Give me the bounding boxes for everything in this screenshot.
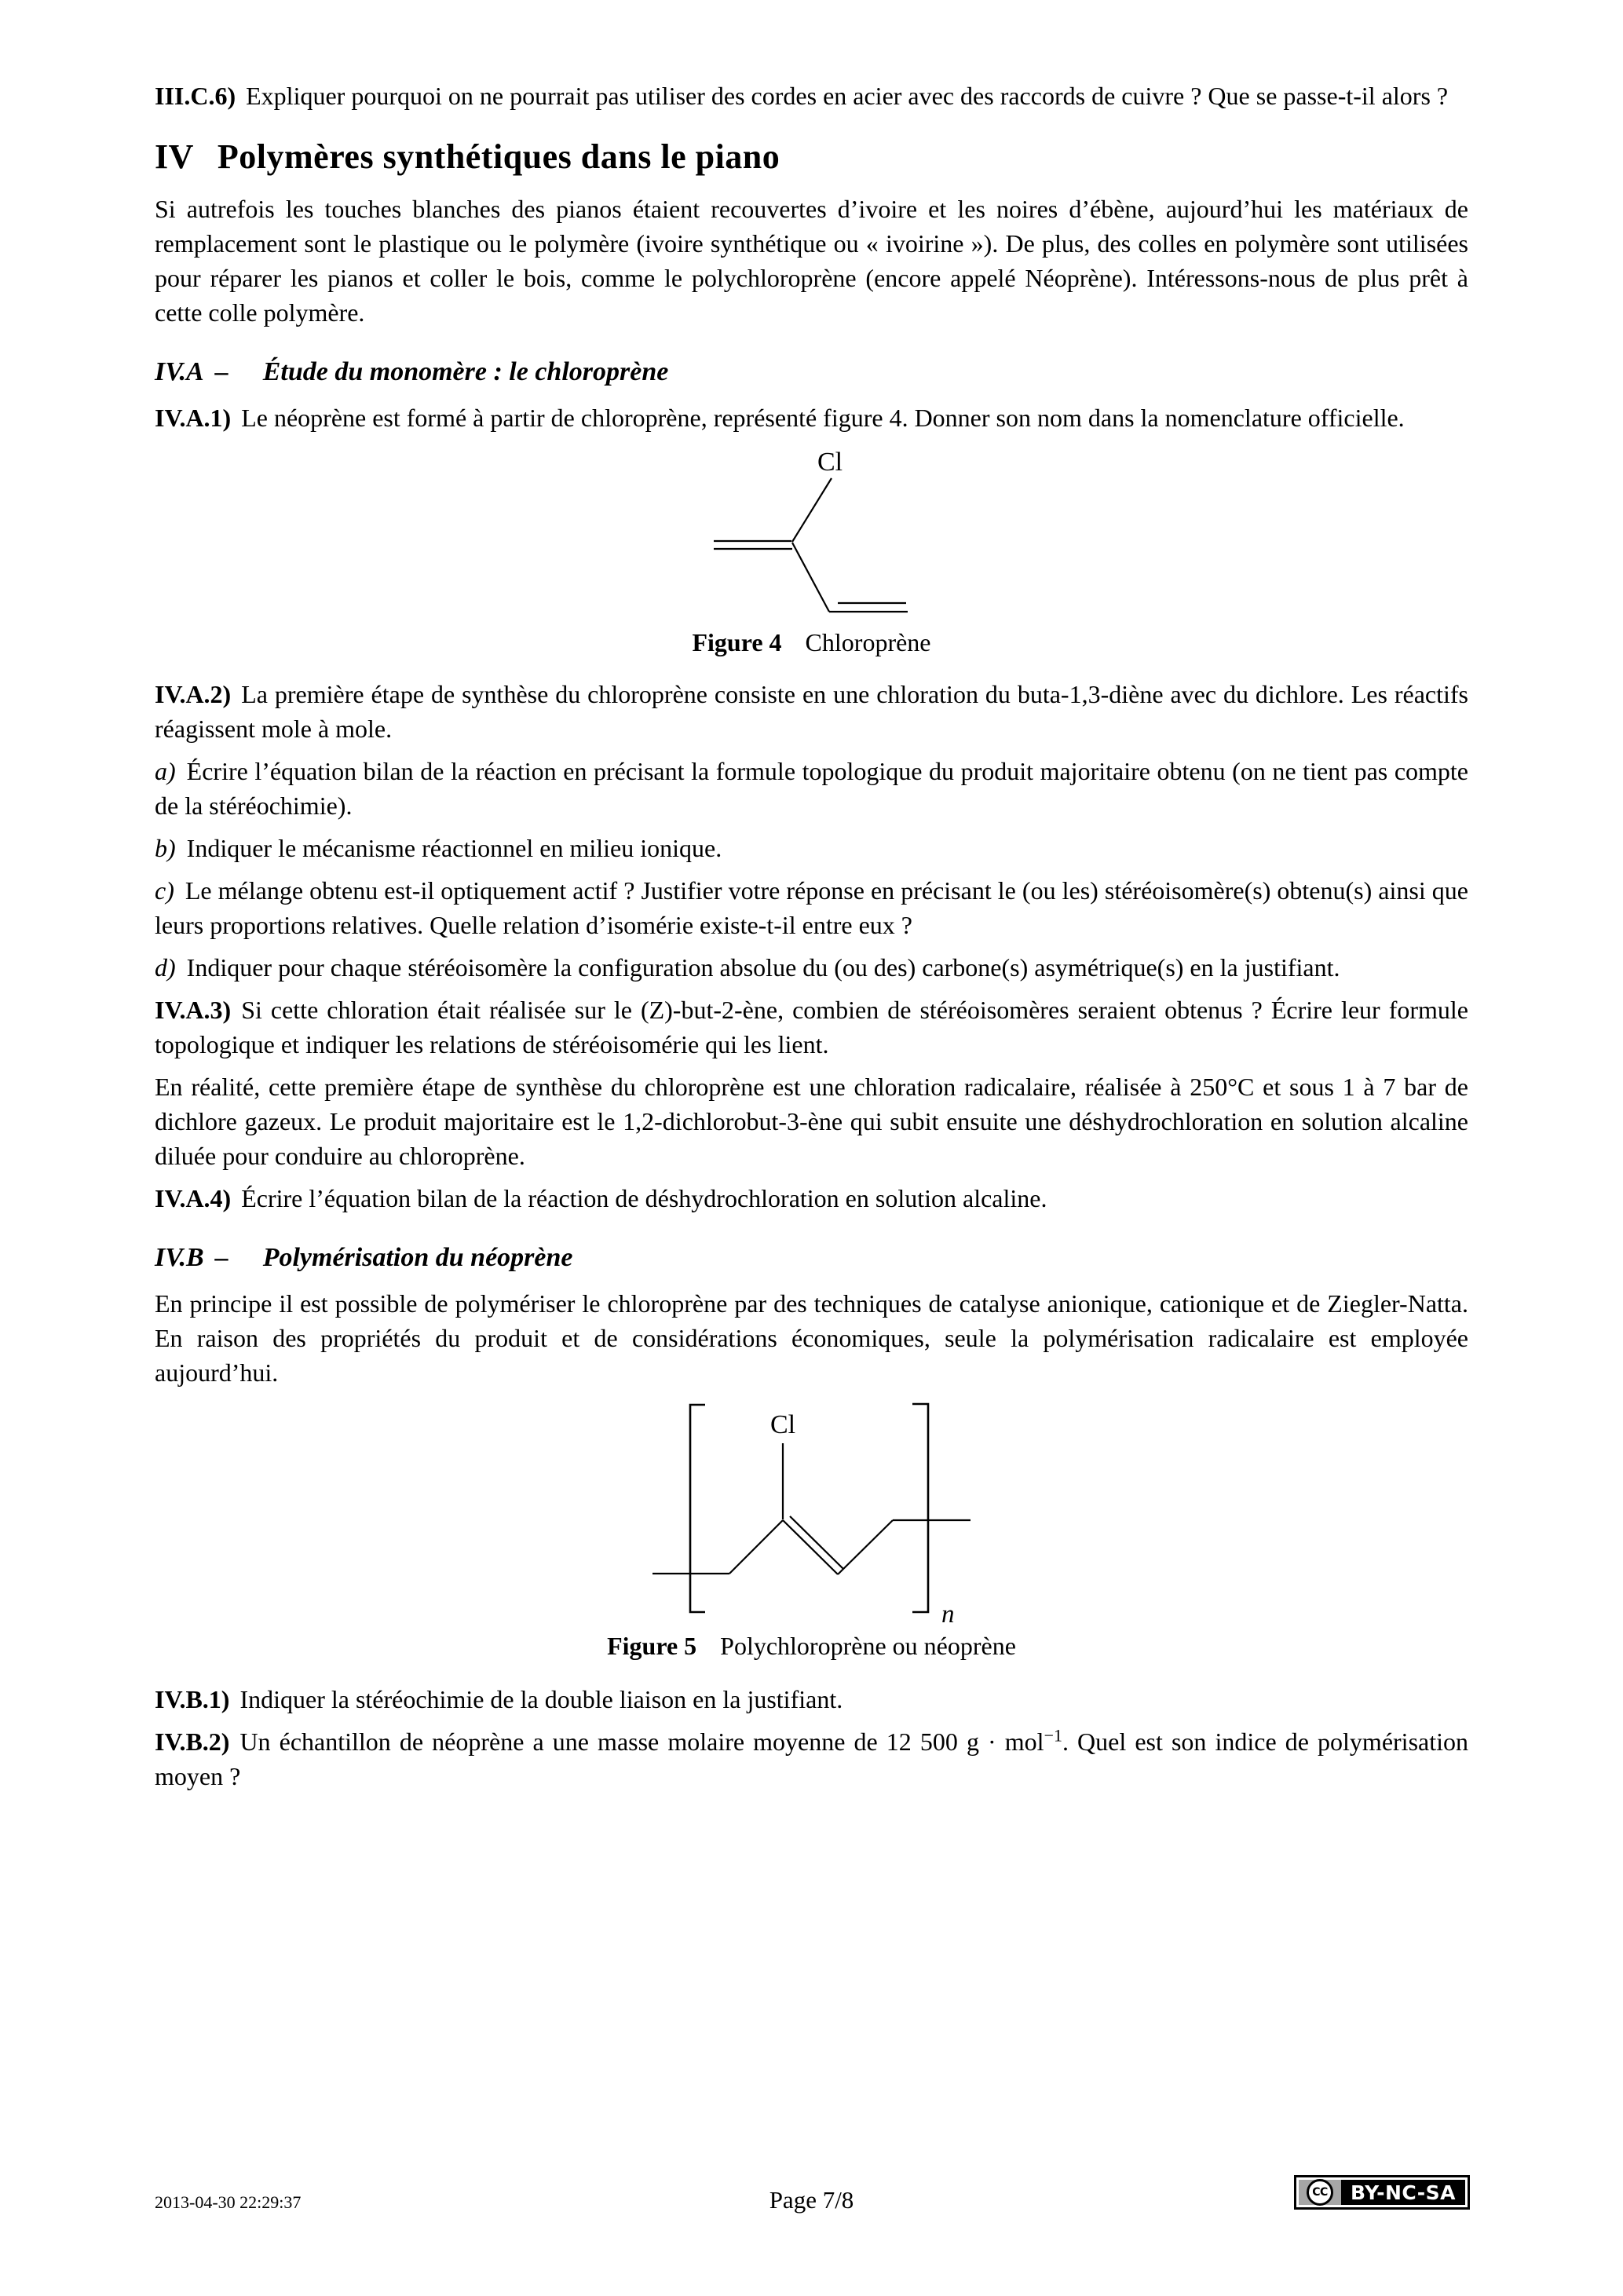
backbone-double-bond-main (783, 1520, 838, 1574)
question-iva3 (155, 993, 1468, 1062)
item-a (155, 754, 1468, 823)
question-text: Le néoprène est formé à partir de chloroprène, représenté figure 4. Donner son nom dans la nomenclature officielle. (241, 404, 1405, 432)
item-b (155, 831, 1468, 865)
figure-5-caption (155, 1629, 1468, 1663)
subsection-label: IV.A (155, 357, 204, 386)
item-c (155, 873, 1468, 942)
figure-5-polychloroprene-structure (155, 1396, 1468, 1625)
carbon-chlorine-bond (792, 478, 832, 542)
question-text: Expliquer pourquoi on ne pourrait pas utiliser des cordes en acier avec des raccords de cuivre ? Que se passe-t-il alors ? (246, 82, 1449, 110)
question-label: IV.A.2) (155, 680, 232, 708)
subsection-heading-iva (155, 355, 1468, 389)
footer-page-number: Page 7/8 (769, 2186, 854, 2214)
question-text: Écrire l’équation bilan de la réaction de déshydrochloration en solution alcaline. (241, 1184, 1047, 1212)
chain-up-bond-right (838, 1520, 893, 1574)
item-label: a) (155, 757, 176, 785)
item-label: c) (155, 876, 174, 905)
cc-logo-panel (1299, 2180, 1341, 2205)
molar-mass-exponent: −1 (1044, 1725, 1062, 1746)
chain-up-bond (729, 1520, 783, 1574)
question-text-after-sup: . Quel est son indice de polymérisation moyen ? (155, 1727, 1469, 1790)
question-label: IV.B.1) (155, 1685, 230, 1713)
principle-paragraph: En principe il est possible de polymériser le chloroprène par des techniques de catalyse anionique, cationique et de Ziegler-Natta. En raison des propriétés du produit et de considérations économiques, seule la polymérisation radicalaire est employée aujourd’hui. (155, 1289, 1468, 1387)
left-repeat-bracket (690, 1405, 705, 1612)
cc-logo-icon: CC (1307, 2179, 1333, 2206)
item-d (155, 950, 1468, 985)
cc-license-text: BY-NC-SA (1350, 2181, 1457, 2204)
subsection-title: Étude du monomère : le chloroprène (262, 357, 669, 386)
question-label: III.C.6) (155, 82, 236, 110)
section-number: IV (155, 137, 194, 176)
subsection-label: IV.B (155, 1243, 204, 1272)
chlorine-atom-label: Cl (817, 448, 843, 477)
question-iva2 (155, 677, 1468, 746)
question-iii-c6 (155, 79, 1468, 113)
question-label: IV.A.4) (155, 1184, 232, 1212)
right-repeat-bracket (912, 1404, 928, 1612)
subsection-dash: – (214, 357, 228, 386)
cc-license-badge-frame (1296, 2177, 1468, 2207)
section-heading-iv (155, 135, 1468, 179)
figure-4-caption-text: Chloroprène (805, 628, 931, 656)
question-iva1 (155, 400, 1468, 435)
question-ivb2 (155, 1724, 1468, 1793)
item-label: d) (155, 953, 176, 982)
carbon-carbon-single-bond (792, 543, 829, 612)
question-text-before-sup: Un échantillon de néoprène a une masse molaire moyenne de 12 500 g · mol (239, 1727, 1044, 1756)
figure-5-caption-text: Polychloroprène ou néoprène (720, 1632, 1016, 1660)
figure-4-chloroprene-structure (155, 441, 1468, 622)
question-label: IV.A.1) (155, 404, 232, 432)
cc-license-badge[interactable] (1294, 2175, 1470, 2210)
item-text: Indiquer le mécanisme réactionnel en milieu ionique. (186, 834, 722, 862)
subsection-dash: – (214, 1243, 228, 1272)
chloroprene-skeletal-diagram (706, 441, 918, 622)
figure-4-caption-label: Figure 4 (692, 628, 782, 656)
question-text: Si cette chloration était réalisée sur le (Z)-but-2-ène, combien de stéréoisomères seraient obtenus ? Écrire leur formule topologique et indiquer les relations de stéréoisomérie qui les lient. (155, 996, 1468, 1058)
question-label: IV.A.3) (155, 996, 232, 1024)
question-text: Indiquer la stéréochimie de la double liaison en la justifiant. (239, 1685, 843, 1713)
repeat-index-label: n (941, 1600, 954, 1625)
subsection-heading-ivb (155, 1241, 1468, 1275)
figure-4-caption (155, 625, 1468, 660)
subsection-title: Polymérisation du néoprène (262, 1243, 573, 1272)
figure-5-caption-label: Figure 5 (607, 1632, 697, 1660)
section-title: Polymères synthétiques dans le piano (217, 137, 780, 176)
question-ivb1 (155, 1682, 1468, 1717)
chlorine-atom-label: Cl (769, 1410, 795, 1439)
question-text: La première étape de synthèse du chloroprène consiste en une chloration du buta-1,3-diène avec du dichlore. Les réactifs réagissent mole à mole. (155, 680, 1468, 743)
question-iva4 (155, 1181, 1468, 1216)
item-text: Écrire l’équation bilan de la réaction en précisant la formule topologique du produit majoritaire obtenu (on ne tient pas compte de la stéréochimie). (155, 757, 1468, 820)
reality-paragraph: En réalité, cette première étape de synthèse du chloroprène est une chloration radicalaire, réalisée à 250°C et sous 1 à 7 bar de dichlore gazeux. Le produit majoritaire est le 1,2-dichlorobut-3-ène qui subit ensuite une déshydrochloration en solution alcaline diluée pour conduire au chloroprène. (155, 1073, 1468, 1170)
item-text: Le mélange obtenu est-il optiquement actif ? Justifier votre réponse en précisant le (ou les) stéréoisomère(s) obtenu(s) ainsi que leurs proportions relatives. Quelle relation d’isomérie existe-t-il entre eux ? (155, 876, 1468, 939)
backbone-double-bond-second (790, 1516, 843, 1569)
question-label: IV.B.2) (155, 1727, 230, 1756)
footer-timestamp: 2013-04-30 22:29:37 (155, 2192, 302, 2212)
polychloroprene-skeletal-diagram (651, 1396, 973, 1625)
item-label: b) (155, 834, 176, 862)
intro-paragraph: Si autrefois les touches blanches des pianos étaient recouvertes d’ivoire et les noires d’ébène, aujourd’hui les matériaux de remplacement sont le plastique ou le polymère (ivoire synthétique ou « ivoirine »). De plus, des colles en polymère sont utilisées pour réparer les pianos et coller le bois, comme le polychloroprène (encore appelé Néoprène). Intéressons-nous de plus prêt à cette colle polymère. (155, 195, 1468, 327)
item-text: Indiquer pour chaque stéréoisomère la configuration absolue du (ou des) carbone(s) asymétrique(s) en la justifiant. (186, 953, 1340, 982)
